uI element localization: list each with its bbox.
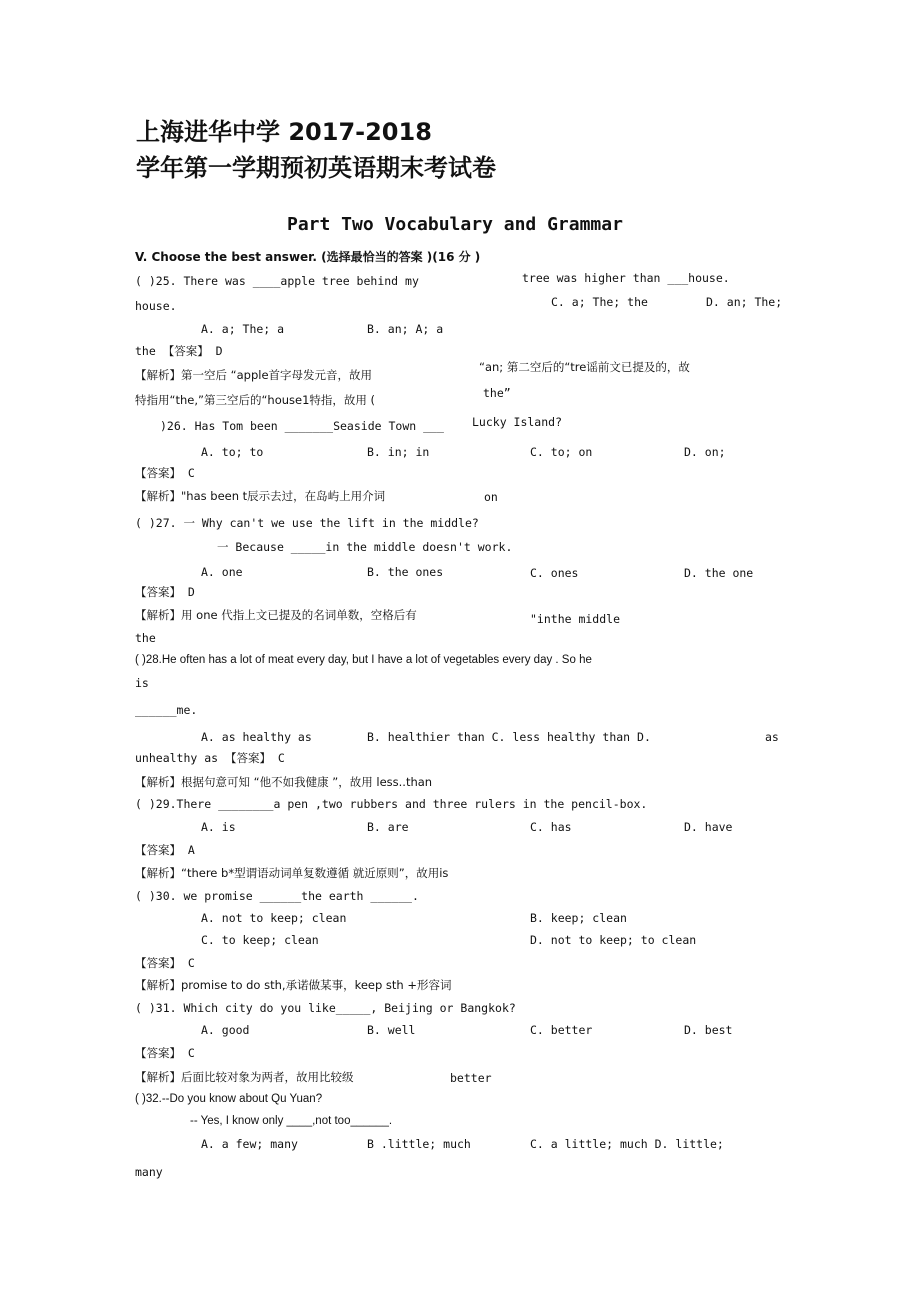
text-line: A. to; to [201, 445, 264, 459]
text-line: 【解析】第一空后 “apple首字母发元音，故用 [135, 368, 373, 382]
text-line: D. have [684, 820, 733, 834]
text-line: 【答案】 D [135, 585, 195, 599]
text-line: C. to keep; clean [201, 933, 319, 947]
text-line: )26. Has Tom been _______Seaside Town ___ [160, 419, 444, 433]
text-line: D. the one [684, 566, 754, 580]
text-line: "inthe middle [530, 612, 621, 626]
text-line: better [450, 1071, 492, 1085]
text-line: A. a; The; a [201, 322, 285, 336]
text-line: D. an; The; [706, 295, 783, 309]
text-line: 【答案】 A [135, 843, 195, 857]
text-line: house. [135, 299, 177, 313]
text-line: ( )32.--Do you know about Qu Yuan? [135, 1093, 323, 1105]
text-line: A. one [201, 565, 243, 579]
text-line: ( )30. we promise ______the earth ______. [135, 889, 419, 903]
text-line: 【解析】promise to do sth,承诺做某事，keep sth +形容词 [135, 978, 452, 992]
text-line: ( )28.He often has a lot of meat every day, but I have a lot of vegetables every day . So he [135, 654, 592, 666]
text-line: “an; 第二空后的“tre谣前文已提及的，故 [479, 360, 690, 374]
text-line: 【解析】后面比较对象为两者，故用比较级 [135, 1070, 354, 1084]
text-line: the [135, 631, 156, 645]
text-line: D. not to keep; to clean [530, 933, 697, 947]
text-line: ( )31. Which city do you like_____, Beijing or Bangkok? [135, 1001, 516, 1015]
text-line: 【答案】 C [135, 466, 195, 480]
text-line: 【解析】"has been t辰示去过，在岛屿上用介词 [135, 489, 386, 503]
text-line: B. healthier than C. less healthy than D. [367, 730, 651, 744]
text-line: 【答案】 C [135, 956, 195, 970]
text-line: 【解析】根据句意可知 “他不如我健康 ”，故用 less..than [135, 775, 433, 789]
text-line: A. not to keep; clean [201, 911, 347, 925]
text-line: ( )29.There ________a pen ,two rubbers and three rulers in the pencil-box. [135, 797, 648, 811]
text-line: as [765, 730, 779, 744]
exam-title-line-1: 上海进华中学 2017-2018 [136, 118, 432, 146]
text-line: the 【答案】 D [135, 344, 223, 358]
text-line: D. best [684, 1023, 733, 1037]
text-line: A. a few; many [201, 1137, 298, 1151]
text-line: A. is [201, 820, 236, 834]
text-line: on [484, 490, 498, 504]
text-line: C. ones [530, 566, 579, 580]
text-line: ( )27. 一 Why can't we use the lift in the middle? [135, 516, 479, 530]
text-line: 特指用“the,”第三空后的“house1特指，故用 ( [135, 393, 376, 407]
text-line: B. well [367, 1023, 416, 1037]
text-line: C. better [530, 1023, 593, 1037]
text-line: B. in; in [367, 445, 430, 459]
text-line: 【解析】用 one 代指上文已提及的名词单数，空格后有 [135, 608, 417, 622]
text-line: 【答案】 C [135, 1046, 195, 1060]
text-line: C. has [530, 820, 572, 834]
text-line: C. a little; much D. little; [530, 1137, 724, 1151]
text-line: D. on; [684, 445, 726, 459]
text-line: B. the ones [367, 565, 444, 579]
text-line: C. to; on [530, 445, 593, 459]
exam-title-line-2: 学年第一学期预初英语期末考试卷 [136, 154, 496, 182]
part-heading: Part Two Vocabulary and Grammar [287, 214, 623, 235]
text-line: is [135, 676, 149, 690]
text-line: unhealthy as 【答案】 C [135, 751, 285, 765]
text-line: B. an; A; a [367, 322, 444, 336]
text-line: B. are [367, 820, 409, 834]
text-line: ( )25. There was ____apple tree behind my [135, 274, 419, 288]
text-line: B .little; much [367, 1137, 471, 1151]
text-line: Lucky Island? [472, 415, 563, 429]
section-v-heading: V. Choose the best answer. (选择最恰当的答案 )(16 分 ) [135, 250, 481, 264]
text-line: tree was higher than ___house. [522, 271, 730, 285]
text-line: B. keep; clean [530, 911, 627, 925]
text-line: C. a; The; the [551, 295, 648, 309]
text-line: A. good [201, 1023, 250, 1037]
text-line: 一 Because _____in the middle doesn't work. [217, 540, 513, 554]
text-line: -- Yes, I know only ____,not too______. [190, 1115, 393, 1127]
text-line: 【解析】“there b*型谓语动词单复数遵循 就近原则”，故用is [135, 866, 449, 880]
text-line: the” [483, 386, 511, 400]
text-line: ______me. [135, 703, 198, 717]
text-line: A. as healthy as [201, 730, 312, 744]
text-line: many [135, 1165, 163, 1179]
